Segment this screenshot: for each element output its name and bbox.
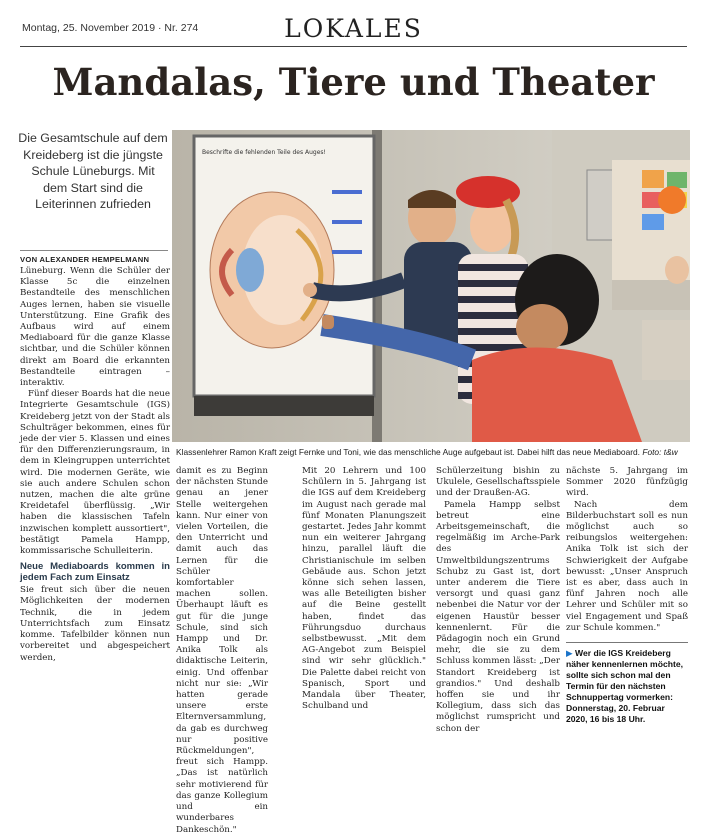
article-column-3: [302, 466, 426, 712]
article-column-2: [176, 466, 268, 836]
byline-rule: [20, 250, 168, 251]
masthead-rule: [20, 46, 687, 47]
info-box: [566, 642, 688, 725]
article-column-1: [20, 266, 170, 664]
photo-caption: [176, 447, 688, 457]
deck: Die Gesamtschule auf dem Kreideberg ist die jüngste Schule Lüneburgs. Mit dem Start sind die Leiterinnen zufrieden: [18, 131, 168, 211]
byline: VON ALEXANDER HEMPELMANN: [20, 255, 150, 264]
paragraph: Fünf dieser Boards hat die neue Integrierte Gesamtschule (IGS) Kreideberg jetzt von der Stadt als Schulträger bekommen, eines für jede der vier 5. Klassen und eines für den Differenzierungsraum, in dem in Kleingruppen unterrichtet wird. Die modernen Geräte, wie sie auch andere Schulen schon nutzen, machen die alte grüne Kreidetafel überflüssig. „Wir haben die klassischen Tafeln inzwischen komplett aussortiert", bestätigt Pamela Hampp, kommissarische Schulleiterin.: [20, 389, 170, 557]
article-column-5: [566, 466, 688, 725]
paragraph: Schülerzeitung bishin zu Ukulele, Gesellschaftsspiele und der Draußen-AG.: [436, 466, 560, 499]
masthead: [20, 8, 687, 48]
paragraph: Lüneburg. Wenn die Schüler der Klasse 5c die einzelnen Bestandteile des menschlichen Auges lernen, haben sie visuelle Unterstützung. Eine Grafik des Aufbaus wird auf einem Mediaboard für die ganze Klasse sichtbar, und die Schüler können direkt am Board die erkannten Bestandteile eintragen – interaktiv.: [20, 266, 170, 389]
paragraph: damit es zu Beginn der nächsten Stunde genau an jener Stelle weitergehen kann. Nur einer von vielen Vorteilen, die den Unterricht und damit auch das Lernen für die Schüler komfortabler machen sollen. Überhaupt läuft es gut für die junge Schule, sind sich Hampp und Dr. Anika Tolk als didaktische Leiterin, einig. Und offenbar nicht nur sie: „Wir hatten gerade unsere erste Elternversammlung, da gab es durchweg nur positive Rückmeldungen", freut sich Hampp. „Das ist natürlich sehr motivierend für das ganze Kollegium und ein wunderbares Dankeschön.": [176, 466, 268, 835]
caption-text: Klassenlehrer Ramon Kraft zeigt Fernke und Toni, wie das menschliche Auge aufgebaut ist. Dabei hilft das neue Mediaboard.: [176, 447, 640, 457]
info-text: Wer die IGS Kreideberg näher kennenlernen möchte, sollte sich schon mal den Termin für den nächsten Schnuppertag vormerken: Donnerstag, 20. Februar 2020, 16 bis 18 Uhr.: [566, 648, 684, 725]
photo-credit: Foto: t&w: [642, 447, 678, 457]
dateline: Montag, 25. November 2019 · Nr. 274: [22, 22, 199, 34]
article-photo: [172, 130, 690, 442]
classroom-photo-illustration: [172, 130, 690, 442]
paragraph: Mit 20 Lehrern und 100 Schülern in 5. Jahrgang ist die IGS auf dem Kreideberg im August nach gerade mal fünf Monaten Planungszeit gestartet. Jedes Jahr kommt nun ein weiterer Jahrgang hinzu, parallel läuft die Christianischule im selben Gebäude aus. Schon jetzt könne sich sehen lassen, was alle Beteiligten bisher auf die Beine gestellt haben, findet das Führungsduo durchaus selbstbewusst. „Mit dem AG-Angebot zum Beispiel sind wir sehr glücklich." Die Palette dabei reicht von Spanisch, Sport und Mandala über Theater, Schulband und: [302, 466, 426, 712]
arrow-icon: ▶: [566, 648, 573, 659]
subheadline: Neue Mediaboards kommen in jedem Fach zum Einsatz: [20, 561, 170, 584]
paragraph: nächste 5. Jahrgang im Sommer 2020 fünfzügig wird.: [566, 466, 688, 499]
article-column-4: [436, 466, 560, 735]
section-title: LOKALES: [284, 14, 423, 43]
paragraph: Sie freut sich über die neuen Möglichkeiten der modernen Technik, die in jedem Unterrichtsfach zum Einsatz komme. Tafelbilder können nun vorbereitet und abgespeichert werden,: [20, 585, 170, 663]
paragraph: Pamela Hampp selbst betreut eine Arbeitsgemeinschaft, die regelmäßig im Arche-Park des Umweltbildungszentrums Schubz zu Gast ist, dort unter anderem die Tiere versorgt und quasi ganz nebenbei die Natur vor der eigenen Haustür besser kennenlernt. Für die Pädagogin noch ein Grund mehr, die sie zu dem Schluss kommen lässt: „Der Standort Kreideberg ist grandios." Und deshalb hoffen sie und ihr Kollegium, dass sich das möglichst rumspricht und schon der: [436, 499, 560, 734]
board-text: Beschrifte die fehlenden Teile des Auges!: [202, 149, 326, 156]
headline: Mandalas, Tiere und Theater: [52, 60, 655, 104]
paragraph: Nach dem Bilderbuchstart soll es nun möglichst auch so reibungslos weitergehen: Anika Tolk ist sich der Schwierigkeit der Aufgabe bewusst: „Unser Anspruch ist es aber, dass auch in fünf Jahren noch alle Lehrer und Schüler mit so viel Engagement und Spaß zur Schule kommen.": [566, 499, 688, 633]
